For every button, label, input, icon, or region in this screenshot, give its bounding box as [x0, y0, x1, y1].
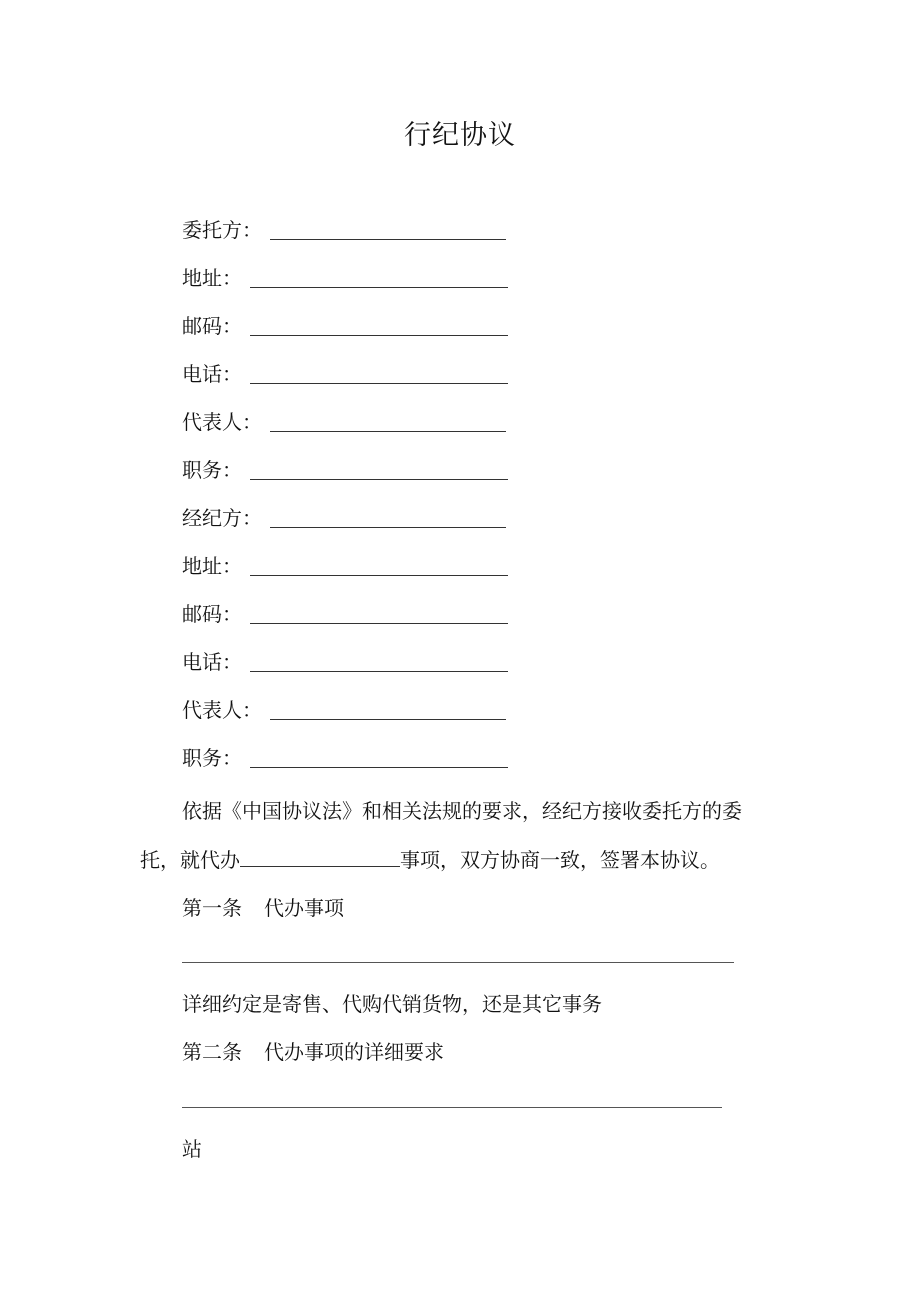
broker-postcode-label: 邮码： [182, 602, 242, 626]
client-postcode-field [182, 310, 508, 340]
article-2-title: 代办事项的详细要求 [264, 1040, 444, 1064]
broker-position-label: 职务： [182, 746, 242, 770]
broker-postcode-field [182, 598, 508, 628]
broker-address-blank[interactable] [250, 555, 508, 576]
preamble-line-1: 依据《中国协议法》和相关法规的要求，经纪方接收委托方的委 [182, 799, 742, 823]
broker-address-field [182, 550, 508, 580]
client-position-field [182, 454, 508, 484]
broker-phone-field [182, 646, 508, 676]
document-title: 行纪协议 [404, 120, 516, 151]
client-party-blank[interactable] [270, 219, 506, 240]
client-address-field [182, 262, 508, 292]
client-position-label: 职务： [182, 458, 242, 482]
client-party-field [182, 214, 506, 244]
article-2-number: 第二条 [182, 1040, 242, 1064]
article-1-note: 详细约定是寄售、代购代销货物，还是其它事务 [182, 992, 602, 1016]
article-1-heading [182, 894, 344, 922]
article-2-heading [182, 1038, 444, 1066]
broker-position-blank[interactable] [250, 747, 508, 768]
broker-phone-label: 电话： [182, 650, 242, 674]
client-representative-label: 代表人： [182, 410, 262, 434]
preamble-line-2-end: 事项，双方协商一致，签署本协议。 [400, 848, 720, 872]
article-1-fill-line[interactable] [182, 962, 734, 963]
client-phone-field [182, 358, 508, 388]
article-1-number: 第一条 [182, 896, 242, 920]
broker-party-field [182, 502, 506, 532]
client-address-label: 地址： [182, 266, 242, 290]
matter-blank[interactable] [240, 846, 400, 867]
broker-party-label: 经纪方： [182, 506, 262, 530]
broker-party-blank[interactable] [270, 507, 506, 528]
broker-postcode-blank[interactable] [250, 603, 508, 624]
preamble-line-2-start: 托，就代办 [140, 848, 240, 872]
client-address-blank[interactable] [250, 267, 508, 288]
client-representative-blank[interactable] [270, 411, 506, 432]
broker-representative-label: 代表人： [182, 698, 262, 722]
client-postcode-blank[interactable] [250, 315, 508, 336]
preamble-line-2 [140, 846, 720, 874]
article-2-fragment: 站 [182, 1137, 202, 1161]
client-phone-blank[interactable] [250, 363, 508, 384]
broker-address-label: 地址： [182, 554, 242, 578]
broker-representative-blank[interactable] [270, 699, 506, 720]
article-2-fill-line[interactable] [182, 1107, 722, 1108]
client-phone-label: 电话： [182, 362, 242, 386]
client-representative-field [182, 406, 506, 436]
broker-representative-field [182, 694, 506, 724]
client-party-label: 委托方： [182, 218, 262, 242]
broker-position-field [182, 742, 508, 772]
broker-phone-blank[interactable] [250, 651, 508, 672]
client-position-blank[interactable] [250, 459, 508, 480]
article-1-title: 代办事项 [264, 896, 344, 920]
client-postcode-label: 邮码： [182, 314, 242, 338]
